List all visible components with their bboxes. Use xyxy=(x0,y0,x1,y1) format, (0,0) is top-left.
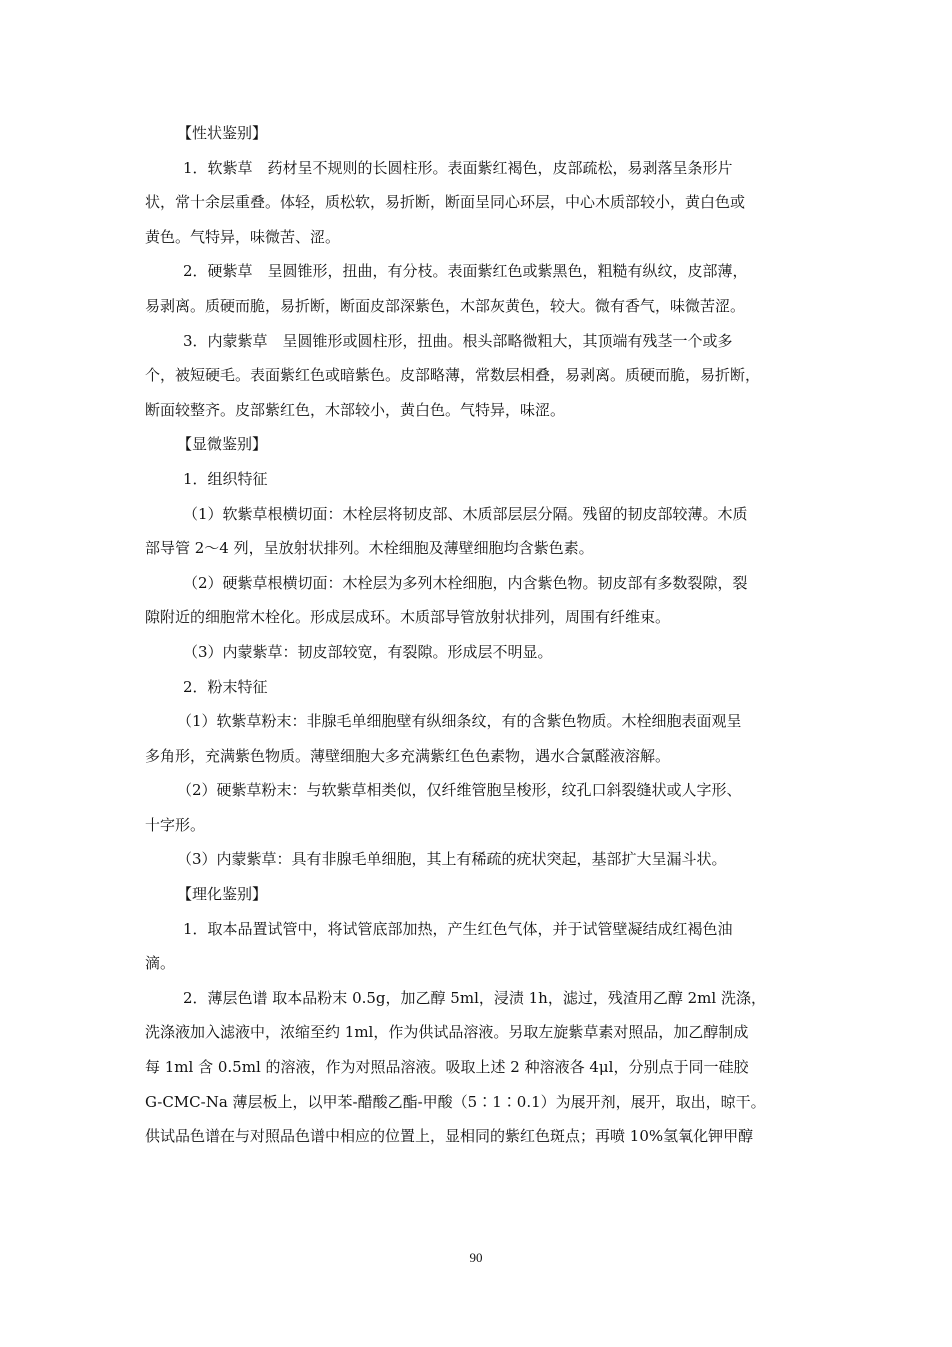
text-line: （2）硬紫草粉末：与软紫草相类似，仅纤维管胞呈梭形，纹孔口斜裂缝状或人字形、 xyxy=(177,781,742,800)
text-line: 【性状鉴别】 xyxy=(177,124,268,142)
text-line: （3）内蒙紫草：韧皮部较宽，有裂隙。形成层不明显。 xyxy=(183,642,553,661)
text-line: 断面较整齐。皮部紫红色，木部较小，黄白色。气特异，味涩。 xyxy=(145,400,566,419)
text-line: 【理化鉴别】 xyxy=(177,885,268,904)
text-line: 1．软紫草 药材呈不规则的长圆柱形。表面紫红褐色，皮部疏松，易剥落呈条形片 xyxy=(183,158,733,177)
text-line: 部导管 2～4 列，呈放射状排列。木栓细胞及薄壁细胞均含紫色素。 xyxy=(145,539,594,558)
text-line: 2．硬紫草 呈圆锥形，扭曲，有分枝。表面紫红色或紫黑色，粗糙有纵纹，皮部薄， xyxy=(183,262,748,281)
text-line: 【显微鉴别】 xyxy=(177,435,268,454)
text-line: 每 1ml 含 0.5ml 的溶液，作为对照品溶液。吸取上述 2 种溶液各 4μl，分别点于同一硅胶 xyxy=(145,1058,749,1077)
text-line: 隙附近的细胞常木栓化。形成层成环。木质部导管放射状排列，周围有纤维束。 xyxy=(145,608,671,627)
text-line: 十字形。 xyxy=(145,815,206,834)
text-line: 滴。 xyxy=(145,954,176,973)
text-line: 状，常十余层重叠。体轻，质松软，易折断，断面呈同心环层，中心木质部较小，黄白色或 xyxy=(145,193,746,212)
document-body xyxy=(145,116,809,1154)
page-number: 90 xyxy=(469,1250,483,1265)
text-line: 易剥离。质硬而脆，易折断，断面皮部深紫色，木部灰黄色，较大。微有香气，味微苦涩。 xyxy=(145,296,746,315)
text-line: （3）内蒙紫草：具有非腺毛单细胞，其上有稀疏的疣状突起，基部扩大呈漏斗状。 xyxy=(177,850,727,869)
text-line: 3．内蒙紫草 呈圆锥形或圆柱形，扭曲。根头部略微粗大，其顶端有残茎一个或多 xyxy=(183,331,733,350)
text-line: 2．粉末特征 xyxy=(183,677,268,696)
text-line: 供试品色谱在与对照品色谱中相应的位置上，显相同的紫红色斑点；再喷 10%氢氧化钾甲醇 xyxy=(145,1127,754,1146)
text-line: 2．薄层色谱 取本品粉末 0.5g，加乙醇 5ml，浸渍 1h，滤过，残渣用乙醇 2ml 洗涤， xyxy=(183,988,766,1007)
text-line: 洗涤液加入滤液中，浓缩至约 1ml，作为供试品溶液。另取左旋紫草素对照品，加乙醇制成 xyxy=(145,1023,749,1042)
text-line: （2）硬紫草根横切面：木栓层为多列木栓细胞，内含紫色物。韧皮部有多数裂隙，裂 xyxy=(183,573,748,592)
text-line: （1）软紫草粉末：非腺毛单细胞壁有纵细条纹，有的含紫色物质。木栓细胞表面观呈 xyxy=(177,712,742,731)
text-line: G-CMC-Na 薄层板上，以甲苯-醋酸乙酯-甲酸（5∶1∶0.1）为展开剂，展开，取出，晾干。 xyxy=(145,1092,766,1111)
text-line: （1）软紫草根横切面：木栓层将韧皮部、木质部层层分隔。残留的韧皮部较薄。木质 xyxy=(183,504,748,523)
text-line: 个，被短硬毛。表面紫红色或暗紫色。皮部略薄，常数层相叠，易剥离。质硬而脆，易折断， xyxy=(145,366,761,385)
text-line: 1．取本品置试管中，将试管底部加热，产生红色气体，并于试管壁凝结成红褐色油 xyxy=(183,919,733,938)
text-line: 1．组织特征 xyxy=(183,469,268,488)
text-line: 黄色。气特异，味微苦、涩。 xyxy=(145,227,341,246)
text-line: 多角形，充满紫色物质。薄壁细胞大多充满紫红色色素物，遇水合氯醛液溶解。 xyxy=(145,746,671,765)
